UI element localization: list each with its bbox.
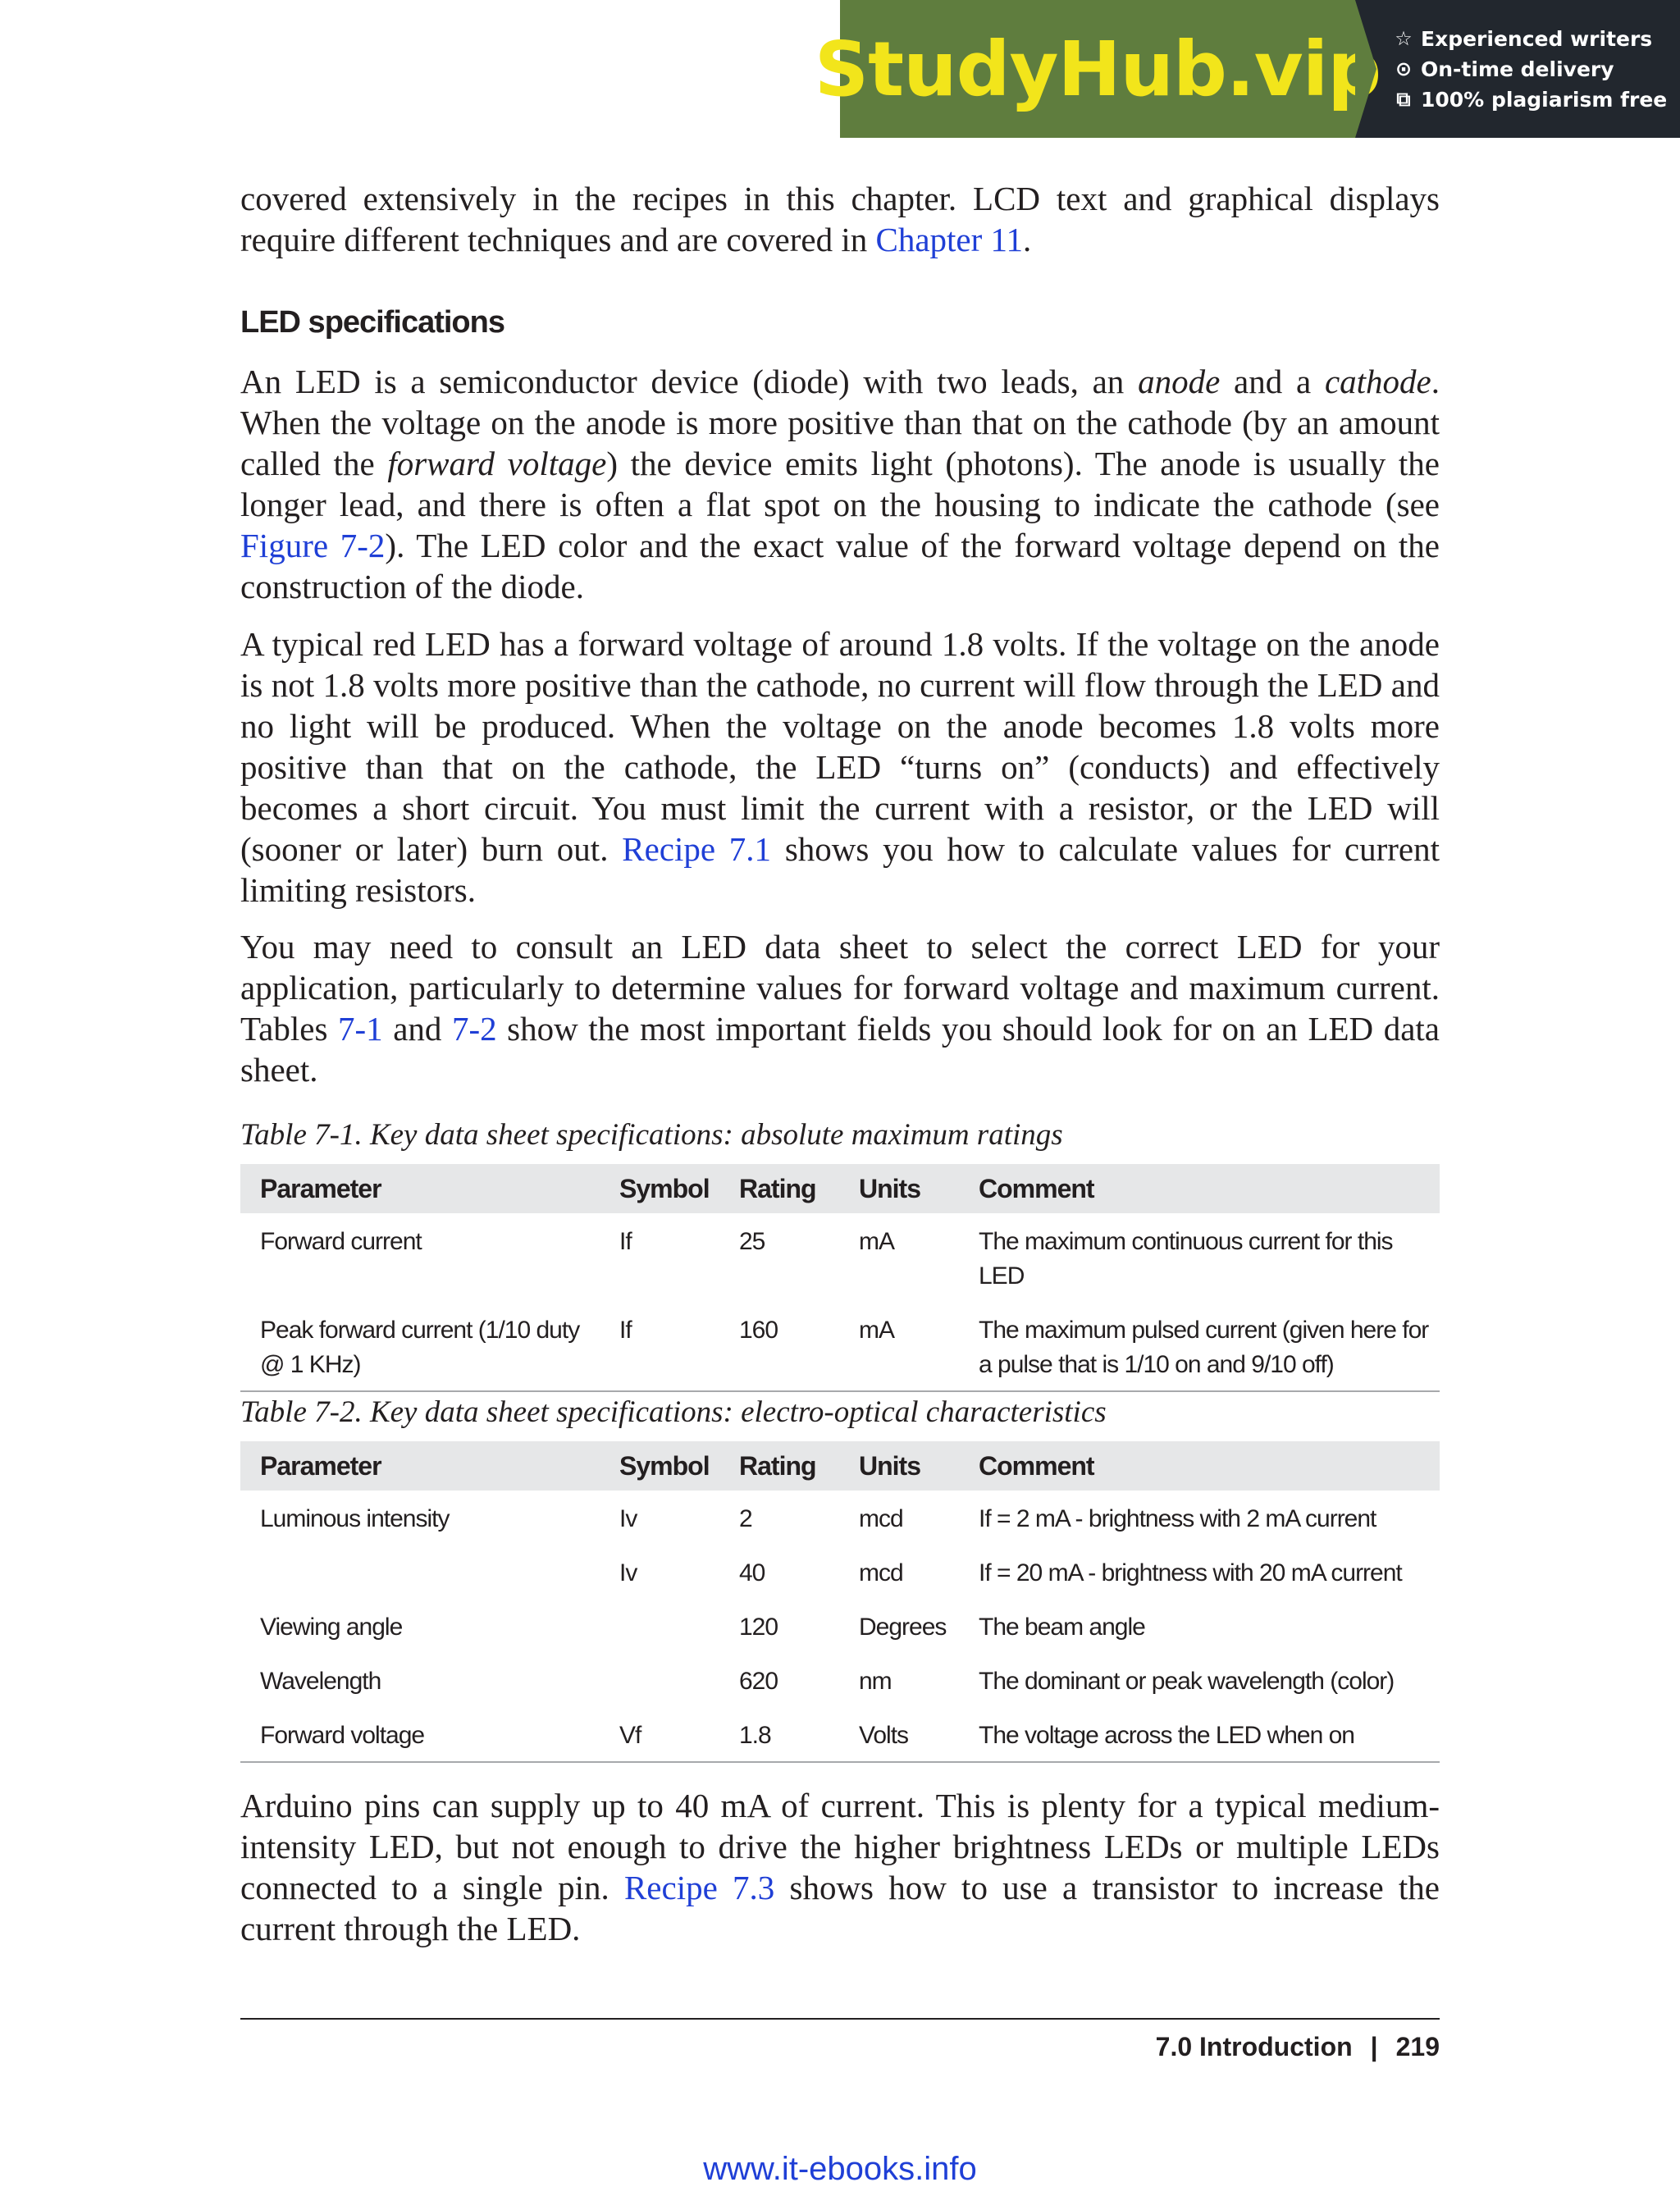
table-cell: 25 xyxy=(739,1228,765,1255)
banner-logo[interactable] xyxy=(814,0,1381,138)
table-row xyxy=(240,1545,1440,1599)
footer-divider xyxy=(240,2018,1440,2020)
text-run: shows you how to calculate values for current limiting resistors. xyxy=(240,830,1440,909)
text-run: ). The LED color and the exact value of the forward voltage depend on the construction of the diode. xyxy=(240,527,1440,605)
column-header: Symbol xyxy=(600,1164,719,1213)
table-cell: Volts xyxy=(839,1707,959,1762)
table-cell: 620 xyxy=(739,1668,778,1695)
column-header: Comment xyxy=(959,1164,1440,1213)
table-7-2-caption-block xyxy=(240,1395,1440,1430)
banner-feature-label: On-time delivery xyxy=(1421,57,1614,81)
banner-feature-list xyxy=(1355,0,1680,138)
table-cell: The dominant or peak wavelength (color) xyxy=(979,1668,1395,1695)
column-header: Rating xyxy=(719,1164,839,1213)
table-7-2-caption: Table 7-2. Key data sheet specifications: electro-optical characteristics xyxy=(240,1395,1107,1429)
table-cell: The voltage across the LED when on xyxy=(959,1707,1440,1762)
table-7-1-link[interactable]: 7-1 xyxy=(337,1010,383,1048)
table-cell xyxy=(600,1599,719,1653)
text-run: Arduino pins can supply up to 40 mA of current. This is plenty for a typical medium-intensity LED, but not enough to drive the higher brightness LEDs or multiple LEDs connected to a single pin. xyxy=(240,1787,1440,1906)
column-header: Units xyxy=(839,1441,959,1491)
banner-feature-label: Experienced writers xyxy=(1421,26,1653,51)
text-run: An LED is a semiconductor device (diode) with two leads, an xyxy=(240,363,1139,400)
table-cell: mcd xyxy=(859,1505,903,1532)
table-cell: Viewing angle xyxy=(260,1614,403,1641)
paragraph-arduino-current xyxy=(240,1785,1440,1949)
footer-separator: | xyxy=(1370,2032,1378,2061)
table-cell: 160 xyxy=(719,1302,839,1391)
table-header-row xyxy=(240,1441,1440,1491)
table-7-2 xyxy=(240,1441,1440,1763)
table-cell: 2 xyxy=(739,1505,752,1532)
table-cell xyxy=(240,1545,600,1599)
table-cell: 120 xyxy=(739,1614,778,1641)
intro-paragraph xyxy=(240,178,1440,260)
table-row xyxy=(240,1707,1440,1762)
banner-feature xyxy=(1393,57,1680,81)
paragraph-data-sheet xyxy=(240,926,1440,1090)
copy-icon: ⧉ xyxy=(1396,88,1411,111)
table-cell: Degrees xyxy=(859,1614,947,1641)
table-cell: Vf xyxy=(600,1707,719,1762)
table-row xyxy=(240,1491,1440,1545)
table-cell: Wavelength xyxy=(260,1668,381,1695)
column-header: Symbol xyxy=(600,1441,719,1491)
table-cell: If xyxy=(600,1302,719,1391)
table-cell: The maximum continuous current for this LED xyxy=(979,1228,1393,1290)
table-cell: If = 20 mA - brightness with 20 mA current xyxy=(979,1559,1402,1586)
table-cell: If xyxy=(619,1228,632,1255)
column-header: Parameter xyxy=(240,1164,600,1213)
text-run: and a xyxy=(1220,363,1325,400)
footer-section-title: 7.0 Introduction xyxy=(1155,2032,1353,2061)
table-cell: The beam angle xyxy=(979,1614,1145,1641)
table-7-1-caption: Table 7-1. Key data sheet specifications: absolute maximum ratings xyxy=(240,1118,1063,1152)
table-cell: Luminous intensity xyxy=(260,1505,450,1532)
text-run: and xyxy=(382,1010,452,1048)
text-run: shows how to use a transistor to increase the current through the LED. xyxy=(240,1869,1440,1947)
table-cell: mA xyxy=(859,1228,894,1255)
paragraph-led-definition xyxy=(240,361,1440,607)
table-row xyxy=(240,1213,1440,1302)
column-header: Parameter xyxy=(240,1441,600,1491)
table-cell: Iv xyxy=(619,1559,637,1586)
text-run: show the most important fields you should look for on an LED data sheet. xyxy=(240,1010,1440,1089)
table-cell: Peak forward current (1/10 duty @ 1 KHz) xyxy=(240,1302,600,1391)
table-cell: If = 2 mA - brightness with 2 mA current xyxy=(979,1505,1376,1532)
clock-icon: ⊙ xyxy=(1395,57,1413,80)
table-row xyxy=(240,1653,1440,1707)
table-cell: mA xyxy=(839,1302,959,1391)
table-cell: 1.8 xyxy=(719,1707,839,1762)
promo-banner[interactable] xyxy=(814,0,1680,138)
table-cell: Forward voltage xyxy=(240,1707,600,1762)
table-7-1-caption-block xyxy=(240,1117,1440,1153)
column-header: Comment xyxy=(959,1441,1440,1491)
banner-feature-label: 100% plagiarism free xyxy=(1421,87,1668,112)
term-cathode: cathode xyxy=(1324,363,1431,400)
table-cell: 40 xyxy=(739,1559,765,1586)
table-7-2-link[interactable]: 7-2 xyxy=(451,1010,497,1048)
term-anode: anode xyxy=(1138,363,1221,400)
star-icon: ☆ xyxy=(1395,27,1413,50)
table-7-1 xyxy=(240,1164,1440,1392)
table-cell: nm xyxy=(859,1668,892,1695)
recipe-7-1-link[interactable]: Recipe 7.1 xyxy=(622,830,772,868)
text-run: . When the voltage on the anode is more positive than that on the cathode (by an amount called the xyxy=(240,363,1440,482)
intro-paragraph-block xyxy=(240,178,1440,260)
table-cell xyxy=(600,1653,719,1707)
section-heading-block xyxy=(240,305,1440,340)
page-number: 219 xyxy=(1395,2032,1440,2061)
table-cell: The maximum pulsed current (given here for a pulse that is 1/10 on and 9/10 off) xyxy=(959,1302,1440,1391)
intro-text: covered extensively in the recipes in this chapter. LCD text and graphical displays require different techniques and are covered in xyxy=(240,180,1440,258)
chapter-11-link[interactable]: Chapter 11 xyxy=(875,221,1023,258)
paragraph-arduino-current-block xyxy=(240,1785,1440,1949)
section-heading: LED specifications xyxy=(240,305,504,340)
intro-end: . xyxy=(1022,221,1032,258)
text-run: A typical red LED has a forward voltage of around 1.8 volts. If the voltage on the anode is not 1.8 volts more positive than the cathode, no current will flow through the LED and no light will be produced. When the voltage on the anode becomes 1.8 volts more positive than that on the cathode, the LED “turns on” (conducts) and effectively becomes a short circuit. You must limit the current with a resistor, or the LED will (sooner or later) burn out. xyxy=(240,625,1440,868)
term-forward-voltage: forward voltage xyxy=(387,445,607,482)
table-cell: mcd xyxy=(859,1559,903,1586)
table-row xyxy=(240,1302,1440,1391)
table-cell: Iv xyxy=(619,1505,637,1532)
table-row xyxy=(240,1599,1440,1653)
figure-7-2-link[interactable]: Figure 7-2 xyxy=(240,527,386,564)
watermark-link[interactable]: www.it-ebooks.info xyxy=(703,2151,977,2187)
text-run: ) the device emits light (photons). The anode is usually the longer lead, and there is often a flat spot on the housing to indicate the cathode (see xyxy=(240,445,1440,523)
table-header-row xyxy=(240,1164,1440,1213)
banner-feature xyxy=(1393,88,1680,112)
page-footer xyxy=(1156,2032,1440,2062)
banner-feature xyxy=(1393,27,1680,51)
paragraph-led-definition-block xyxy=(240,361,1440,607)
banner-logo-text: StudyHub.vip xyxy=(814,25,1381,113)
banner-arrow-decoration xyxy=(1355,0,1376,138)
recipe-7-3-link[interactable]: Recipe 7.3 xyxy=(623,1869,775,1906)
paragraph-forward-voltage xyxy=(240,623,1440,911)
column-header: Rating xyxy=(719,1441,839,1491)
column-header: Units xyxy=(839,1164,959,1213)
text-run: You may need to consult an LED data sheet to select the correct LED for your application, particularly to determine values for forward voltage and maximum current. Tables xyxy=(240,928,1440,1048)
paragraph-data-sheet-block xyxy=(240,926,1440,1090)
paragraph-forward-voltage-block xyxy=(240,623,1440,911)
table-cell: Forward current xyxy=(260,1228,422,1255)
